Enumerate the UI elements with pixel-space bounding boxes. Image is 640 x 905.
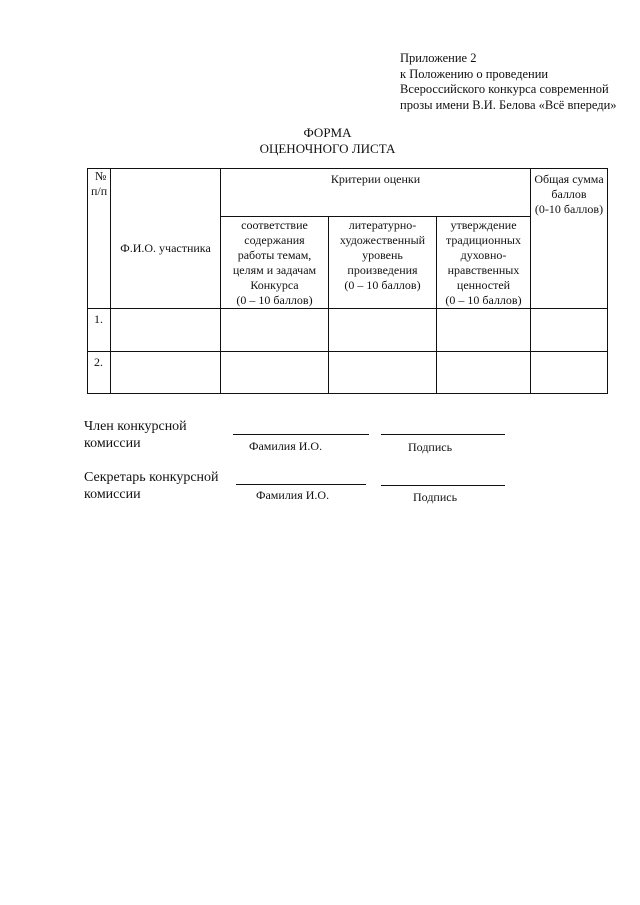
annex-line: Приложение 2 xyxy=(400,51,477,65)
form-title-line2: ОЦЕНОЧНОГО ЛИСТА xyxy=(259,140,396,156)
criterion-line: (0 – 10 баллов) xyxy=(236,293,313,307)
member-name-caption: Фамилия И.О. xyxy=(249,439,323,453)
criterion-line: (0 – 10 баллов) xyxy=(445,293,522,307)
criterion-line: уровень xyxy=(362,248,403,262)
secretary-sign-caption: Подпись xyxy=(413,490,458,504)
secretary-label xyxy=(84,469,219,503)
member-label-line1: Член конкурсной xyxy=(84,419,187,434)
criteria-header-label: Критерии оценки xyxy=(330,172,421,186)
criterion-3-cell[interactable] xyxy=(437,309,531,352)
total-header xyxy=(531,169,608,309)
form-title-line1: ФОРМА xyxy=(303,125,352,140)
total-header-line2: баллов xyxy=(551,187,587,201)
criterion-1-cell[interactable] xyxy=(221,309,329,352)
secretary-signature-line[interactable] xyxy=(381,485,505,486)
criterion-line: утверждение xyxy=(450,218,517,232)
criterion-2-cell[interactable] xyxy=(329,352,437,394)
member-sign-caption: Подпись xyxy=(408,440,453,454)
criterion-line: духовно- xyxy=(460,248,507,262)
criterion-line: соответствие xyxy=(241,218,308,232)
criterion-line: (0 – 10 баллов) xyxy=(344,278,421,292)
total-cell[interactable] xyxy=(531,352,608,394)
criterion-line: литературно- xyxy=(348,218,417,232)
criterion-line: работы темам, xyxy=(237,248,312,262)
criterion-1-cell[interactable] xyxy=(221,352,329,394)
member-signature-line[interactable] xyxy=(381,434,505,435)
criterion-line: ценностей xyxy=(456,278,511,292)
row-number: 2. xyxy=(88,352,111,394)
annex-line: прозы имени В.И. Белова «Всё впереди» xyxy=(400,97,617,112)
member-label xyxy=(84,418,187,452)
fio-cell[interactable] xyxy=(111,352,221,394)
criterion-line: традиционных xyxy=(446,233,521,247)
table-row xyxy=(88,309,608,352)
number-header xyxy=(88,169,111,309)
row-number: 1. xyxy=(88,309,111,352)
criterion-line: художественный xyxy=(339,233,426,247)
criterion-2-cell[interactable] xyxy=(329,309,437,352)
annex-line: к Положению о проведении xyxy=(400,66,549,81)
secretary-name-line[interactable] xyxy=(236,484,366,485)
criterion-line: нравственных xyxy=(447,263,520,277)
table-row xyxy=(88,352,608,394)
number-header-line1: № xyxy=(95,169,107,183)
secretary-label-line2: комиссии xyxy=(84,487,141,502)
criterion-line: произведения xyxy=(347,263,418,277)
total-header-line3: (0-10 баллов) xyxy=(534,202,604,216)
criterion-line: Конкурса xyxy=(250,278,299,292)
criteria-header xyxy=(221,169,531,217)
total-header-line1: Общая сумма xyxy=(534,172,604,186)
annex-header xyxy=(400,51,617,113)
secretary-name-caption: Фамилия И.О. xyxy=(256,488,330,502)
criterion-3-cell[interactable] xyxy=(437,352,531,394)
criterion-1-header xyxy=(221,217,329,309)
criterion-3-header xyxy=(437,217,531,309)
member-label-line2: комиссии xyxy=(84,436,141,451)
secretary-label-line1: Секретарь конкурсной xyxy=(84,470,219,485)
form-title xyxy=(200,125,455,156)
evaluation-table xyxy=(87,168,608,394)
criterion-2-header xyxy=(329,217,437,309)
total-cell[interactable] xyxy=(531,309,608,352)
criterion-line: целям и задачам xyxy=(232,263,317,277)
fio-header xyxy=(111,169,221,309)
fio-cell[interactable] xyxy=(111,309,221,352)
criterion-line: содержания xyxy=(244,233,305,247)
number-header-line2: п/п xyxy=(91,184,108,198)
annex-line: Всероссийского конкурса современной xyxy=(400,82,609,96)
member-name-line[interactable] xyxy=(233,434,369,435)
fio-header-label: Ф.И.О. участника xyxy=(120,240,211,255)
